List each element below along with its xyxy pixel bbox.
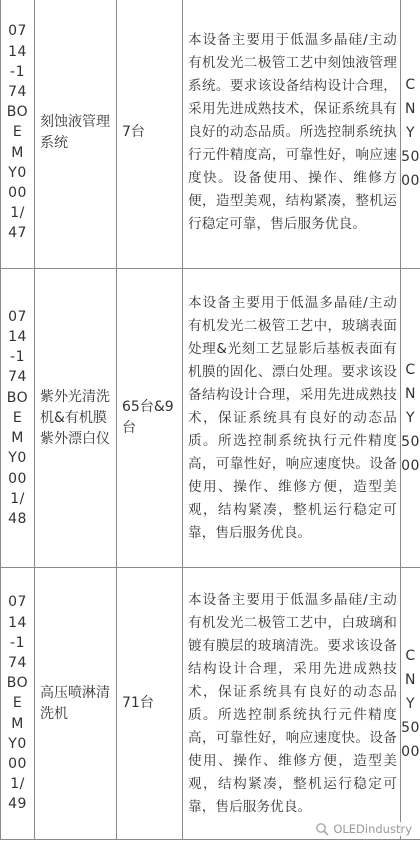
item-price-segment: C	[405, 647, 416, 664]
item-id-segment: Y0	[8, 450, 27, 467]
item-price-segment: C	[405, 76, 416, 93]
item-qty-cell	[117, 568, 183, 840]
item-id-segment: Y0	[8, 164, 27, 181]
item-price-cell	[401, 269, 420, 568]
item-price-segment: Y	[405, 695, 416, 712]
item-id-segment: E	[12, 124, 23, 141]
item-price-segment: C	[405, 362, 416, 378]
item-id-segment: 1/	[10, 490, 25, 507]
table-row	[1, 269, 420, 568]
item-price-segment: 00	[401, 743, 420, 760]
item-id-segment: -1	[10, 349, 25, 366]
item-id-cell	[1, 269, 35, 568]
item-price-segment: N	[405, 386, 416, 402]
item-description: 本设备主要用于低温多晶硅/主动有机发光二极管工艺中刻蚀液管理系统。要求该设备结构设计合理，采用先进成熟技术，保证系统具有良好的动态品质。所选控制系统执行元件精度高，可靠性好，响应速度快。设备使用、操作、维修方便，造型美观，结构紧凑，整机运行稳定可靠，售后服务优良。	[188, 32, 397, 232]
item-quantity: 71台	[122, 695, 154, 711]
item-id-segment: BO	[6, 389, 29, 406]
item-desc-cell	[183, 568, 401, 840]
item-price-segment: N	[405, 100, 416, 117]
item-id-segment: Y0	[8, 735, 27, 752]
table-row	[1, 568, 420, 840]
item-id-segment: 00	[8, 756, 27, 772]
item-id-segment: E	[12, 695, 23, 712]
item-id-segment: 00	[8, 470, 27, 487]
item-name-cell	[35, 0, 117, 269]
watermark-text: OLEDindustry	[333, 822, 412, 836]
item-id	[1, 21, 34, 243]
item-description: 本设备主要用于低温多晶硅/主动有机发光二极管工艺中，白玻璃和镀有膜层的玻璃清洗。要求该设备结构设计合理，采用先进成熟技术，保证系统具有良好的动态品质。所选控制系统执行元件精度高，可靠性好，响应速度快。设备使用、操作、维修方便，造型美观，结构紧凑，整机运行稳定可靠，售后服务优良。	[188, 591, 397, 815]
item-price-segment: N	[405, 671, 416, 688]
item-desc-cell	[183, 0, 401, 269]
item-id-segment: -1	[10, 63, 25, 80]
item-qty-cell	[117, 0, 183, 269]
item-name: 紫外光清洗机&有机膜紫外漂白仪	[40, 388, 110, 447]
item-id-segment: 07	[8, 594, 27, 611]
item-id-segment: M	[11, 715, 24, 732]
item-id-segment: 14	[8, 614, 27, 631]
item-price-cell	[401, 0, 420, 269]
item-id-segment: 00	[8, 185, 27, 201]
item-name-cell	[35, 568, 117, 840]
item-id-segment: 49	[8, 796, 27, 813]
item-id-segment: M	[11, 144, 24, 161]
item-id-segment: E	[12, 409, 23, 426]
item-id-segment: 74	[8, 654, 27, 671]
item-price	[401, 644, 420, 764]
item-id-segment: 14	[8, 329, 27, 346]
item-id-segment: M	[11, 430, 24, 447]
item-id-segment: BO	[6, 104, 29, 121]
watermark	[313, 822, 414, 836]
item-qty-cell	[117, 269, 183, 568]
item-price-segment: 50	[401, 148, 420, 165]
item-price	[401, 358, 420, 478]
item-id-segment: -1	[10, 634, 25, 651]
item-price-segment: Y	[405, 124, 416, 141]
item-price-segment: 00	[401, 458, 420, 474]
item-id-segment: BO	[6, 675, 29, 692]
item-id-segment: 74	[8, 369, 27, 386]
item-id-segment: 1/	[10, 776, 25, 793]
item-id-segment: 48	[8, 510, 27, 527]
item-id-cell	[1, 568, 35, 840]
item-name: 刻蚀液管理系统	[40, 113, 110, 151]
item-id-cell	[1, 0, 35, 269]
item-id-segment: 74	[8, 83, 27, 100]
item-id-segment: 1/	[10, 205, 25, 222]
item-price-segment: Y	[405, 410, 416, 426]
item-description: 本设备主要用于低温多晶硅/主动有机发光二极管工艺中，玻璃表面处理&光刻工艺显影后基板表面有机膜的固化、漂白处理。要求该设备结构设计合理，采用先进成熟技术，保证系统具有良好的动态品质。所选控制系统执行元件精度高，可靠性好，响应速度快。设备使用、操作、维修方便，造型美观，结构紧凑，整机运行稳定可靠，售后服务优良。	[188, 294, 397, 541]
item-price	[401, 73, 420, 193]
item-price-cell	[401, 568, 420, 840]
table-row	[1, 0, 420, 269]
item-price-segment: 50	[401, 434, 420, 450]
item-id-segment: 47	[8, 225, 27, 242]
item-id-segment: 07	[8, 23, 27, 40]
item-id	[1, 307, 34, 529]
item-id-segment: 07	[8, 308, 27, 325]
item-desc-cell	[183, 269, 401, 568]
item-name: 高压喷淋清洗机	[40, 684, 110, 722]
item-price-segment: 00	[401, 172, 420, 189]
item-id	[1, 592, 34, 814]
wechat-search-icon	[315, 822, 329, 836]
item-name-cell	[35, 269, 117, 568]
item-quantity: 65台&9台	[122, 399, 174, 436]
item-id-segment: 14	[8, 43, 27, 60]
item-quantity: 7台	[122, 124, 145, 140]
item-price-segment: 50	[401, 719, 420, 736]
